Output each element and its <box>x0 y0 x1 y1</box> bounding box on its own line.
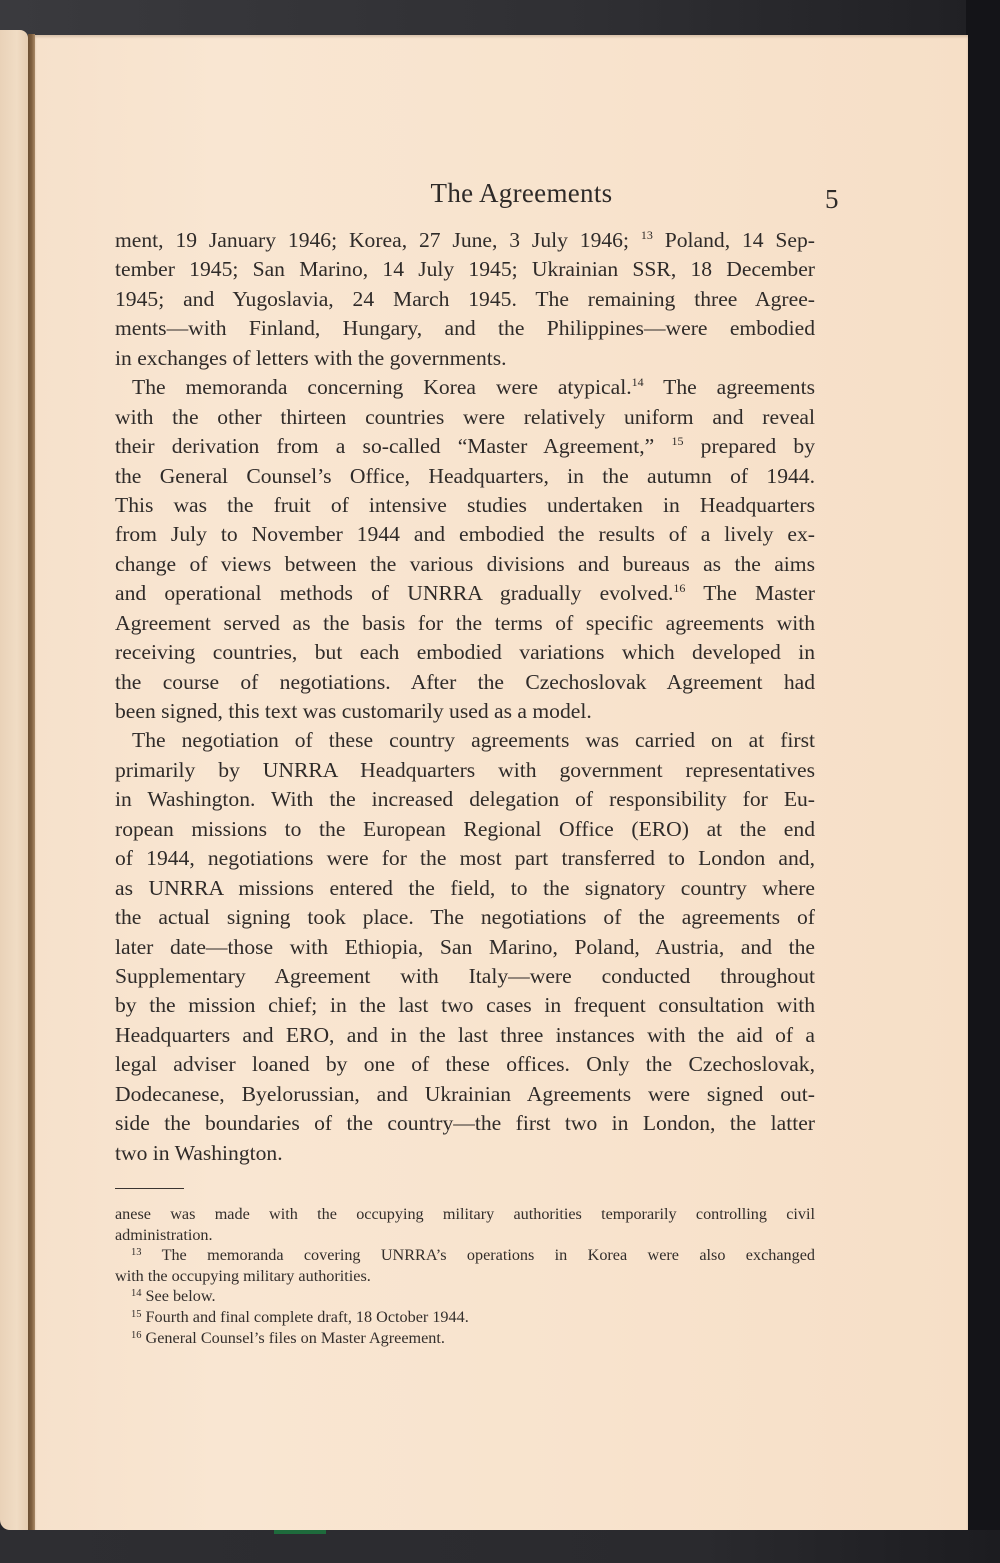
footnote-number: 13 <box>131 1247 142 1259</box>
book-gutter <box>28 34 35 1530</box>
text-line: This was the fruit of intensive studies undertaken in Headquarters <box>115 492 815 517</box>
text-line: later date—those with Ethiopia, San Marino, Poland, Austria, and the <box>115 934 815 959</box>
footnote-15: $^{15}$ Fourth and final complete draft, 18 October 1944. <box>131 1307 469 1326</box>
footnote-continuation-line: anese was made with the occupying military authorities temporarily controlling civil <box>115 1205 815 1223</box>
text-line: from July to November 1944 and embodied the results of a lively ex- <box>115 522 815 547</box>
text-line: the actual signing took place. The negotiations of the agreements of <box>115 905 815 930</box>
text-line: The negotiation of these country agreements was carried on at first <box>132 728 815 753</box>
text-line: Agreement served as the basis for the terms of specific agreements with <box>115 610 815 635</box>
text-line: ment, 19 January 1946; Korea, 27 June, 3 July 1946; $^{13}$ Poland, 14 Sep- <box>115 228 815 252</box>
footnote-ref[interactable]: 13 <box>640 228 653 242</box>
text-line: and operational methods of UNRRA gradually evolved.$^{16}$ The Master <box>115 581 815 606</box>
footnote-number: 16 <box>131 1329 142 1341</box>
book-page <box>35 35 968 1530</box>
text-line: the General Counsel’s Office, Headquarters, in the autumn of 1944. <box>115 463 815 488</box>
text-line: of 1944, negotiations were for the most part transferred to London and, <box>115 846 815 871</box>
footnote-ref[interactable]: 15 <box>671 434 684 449</box>
body-text <box>115 226 815 1168</box>
text-line: as UNRRA missions entered the field, to the signatory country where <box>115 875 815 900</box>
text-line: tember 1945; San Marino, 14 July 1945; Ukrainian SSR, 18 December <box>115 257 815 282</box>
footnote-14: $^{14}$ See below. <box>131 1287 216 1306</box>
text-line: ropean missions to the European Regional Office (ERO) at the end <box>115 816 815 841</box>
footnote-number: 15 <box>131 1308 142 1320</box>
text-line: in exchanges of letters with the governments. <box>115 345 507 370</box>
background-bottom <box>0 1530 1000 1563</box>
text-line: two in Washington. <box>115 1140 283 1165</box>
footnote-ref[interactable]: 16 <box>673 581 686 596</box>
text-line: change of views between the various divisions and bureaus as the aims <box>115 551 815 576</box>
text-line: The memoranda concerning Korea were atypical.$^{14}$ The agreements <box>132 375 815 400</box>
footnote-13-cont: with the occupying military authorities. <box>115 1266 371 1285</box>
footnote-ref[interactable]: 14 <box>631 375 644 390</box>
text-line: side the boundaries of the country—the first two in London, the latter <box>115 1111 815 1136</box>
footnote-divider <box>115 1188 184 1189</box>
text-line: 1945; and Yugoslavia, 24 March 1945. The remaining three Agree- <box>115 286 815 311</box>
text-line: receiving countries, but each embodied variations which developed in <box>115 640 815 665</box>
footnote-continuation-line: administration. <box>115 1225 213 1244</box>
text-line: Supplementary Agreement with Italy—were conducted throughout <box>115 963 815 988</box>
text-line: their derivation from a so-called “Master Agreement,” $^{15}$ prepared by <box>115 434 815 459</box>
text-line: Dodecanese, Byelorussian, and Ukrainian Agreements were signed out- <box>115 1081 815 1106</box>
text-line: been signed, this text was customarily used as a model. <box>115 699 592 723</box>
text-line: legal adviser loaned by one of these offices. Only the Czechoslovak, <box>115 1052 815 1077</box>
text-line: ments—with Finland, Hungary, and the Philippines—were embodied <box>115 316 815 341</box>
footnote-16: $^{16}$ General Counsel’s files on Master Agreement. <box>131 1328 445 1347</box>
text-line: Headquarters and ERO, and in the last three instances with the aid of a <box>115 1022 815 1047</box>
footnote-number: 14 <box>131 1288 142 1300</box>
scan-marker <box>274 1530 326 1534</box>
text-line: primarily by UNRRA Headquarters with government representatives <box>115 757 815 782</box>
running-head: The Agreements <box>430 178 613 208</box>
text-line: by the mission chief; in the last two cases in frequent consultation with <box>115 993 815 1018</box>
background-top <box>0 0 1000 40</box>
background-right <box>966 0 1000 1563</box>
text-line: the course of negotiations. After the Czechoslovak Agreement had <box>115 669 815 694</box>
text-line: in Washington. With the increased delegation of responsibility for Eu- <box>115 787 815 812</box>
footnotes <box>115 1204 815 1348</box>
page-number: 5 <box>825 184 839 214</box>
text-line: with the other thirteen countries were relatively uniform and reveal <box>115 404 815 429</box>
footnote-13: $^{13}$ The memoranda covering UNRRA’s operations in Korea were also exchanged <box>131 1246 815 1265</box>
facing-page-edge <box>0 30 28 1530</box>
